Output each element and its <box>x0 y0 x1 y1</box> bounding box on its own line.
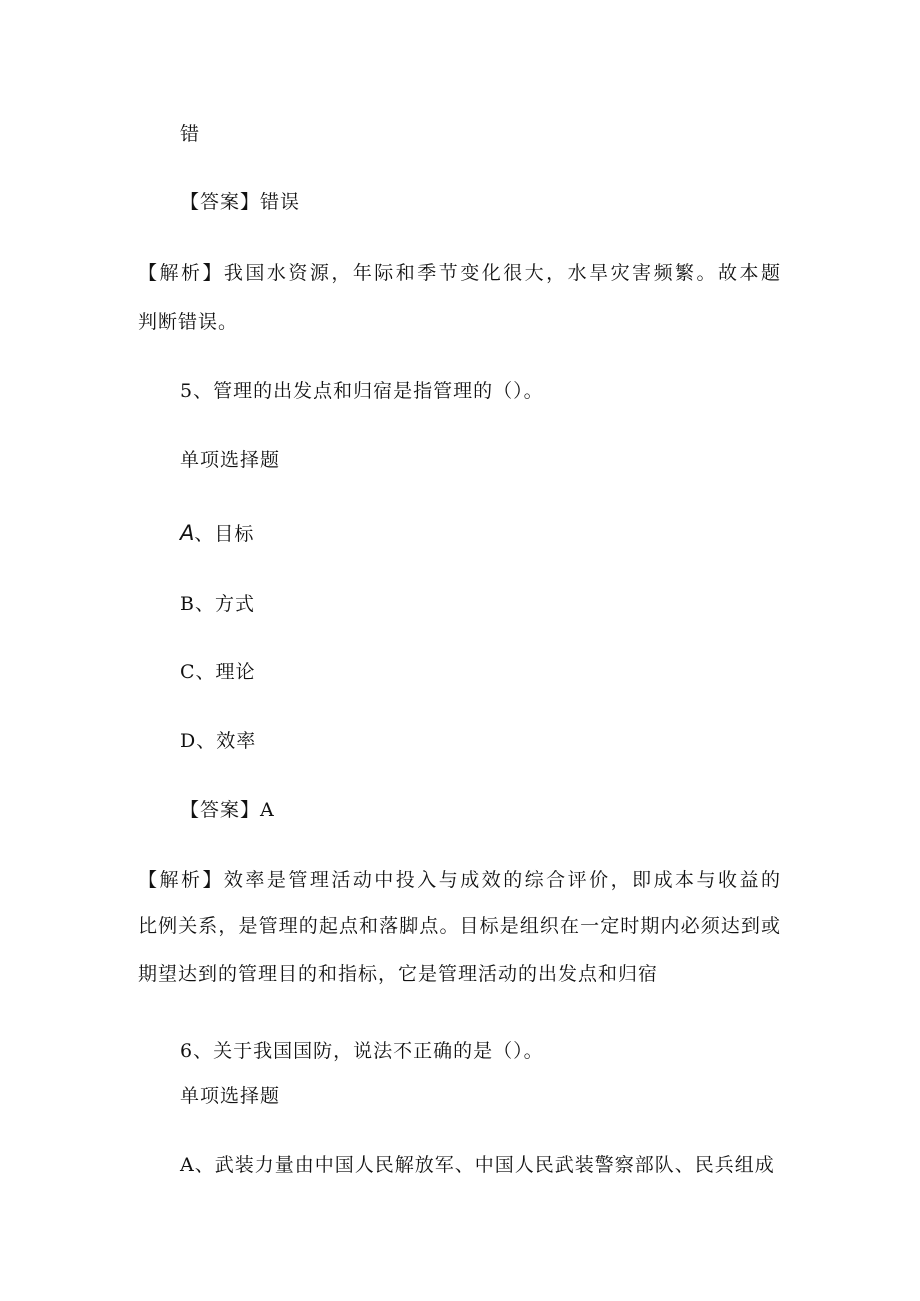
prev-analysis-line-2: 判断错误。 <box>138 311 239 333</box>
q5-analysis-line-2: 比例关系，是管理的起点和落脚点。目标是组织在一定时期内必须达到或 <box>138 915 781 937</box>
q5-analysis-line-1: 【解析】效率是管理活动中投入与成效的综合评价，即成本与收益的 <box>138 869 781 891</box>
q6-type-label: 单项选择题 <box>180 1085 281 1107</box>
prev-analysis-line-1: 【解析】我国水资源，年际和季节变化很大，水旱灾害频繁。故本题 <box>138 262 781 284</box>
q5-option-b: B、方式 <box>180 593 255 615</box>
q5-answer: 【答案】A <box>180 799 275 821</box>
prev-answer-label: 【答案】错误 <box>180 191 301 213</box>
q5-option-c: C、理论 <box>180 661 256 683</box>
q5-option-a-letter: A <box>180 521 195 545</box>
q5-question: 5、管理的出发点和归宿是指管理的（）。 <box>180 380 544 402</box>
q5-option-a <box>180 521 254 546</box>
q5-type-label: 单项选择题 <box>180 449 281 471</box>
q5-option-a-text: 、目标 <box>194 523 255 545</box>
prev-answer-tail: 错 <box>180 123 201 145</box>
q5-option-d: D、效率 <box>180 730 257 752</box>
q6-question: 6、关于我国国防，说法不正确的是（）。 <box>180 1040 544 1062</box>
q6-option-a: A、武装力量由中国人民解放军、中国人民武装警察部队、民兵组成 <box>180 1154 775 1176</box>
q5-analysis-line-3: 期望达到的管理目的和指标，它是管理活动的出发点和归宿 <box>138 963 659 985</box>
